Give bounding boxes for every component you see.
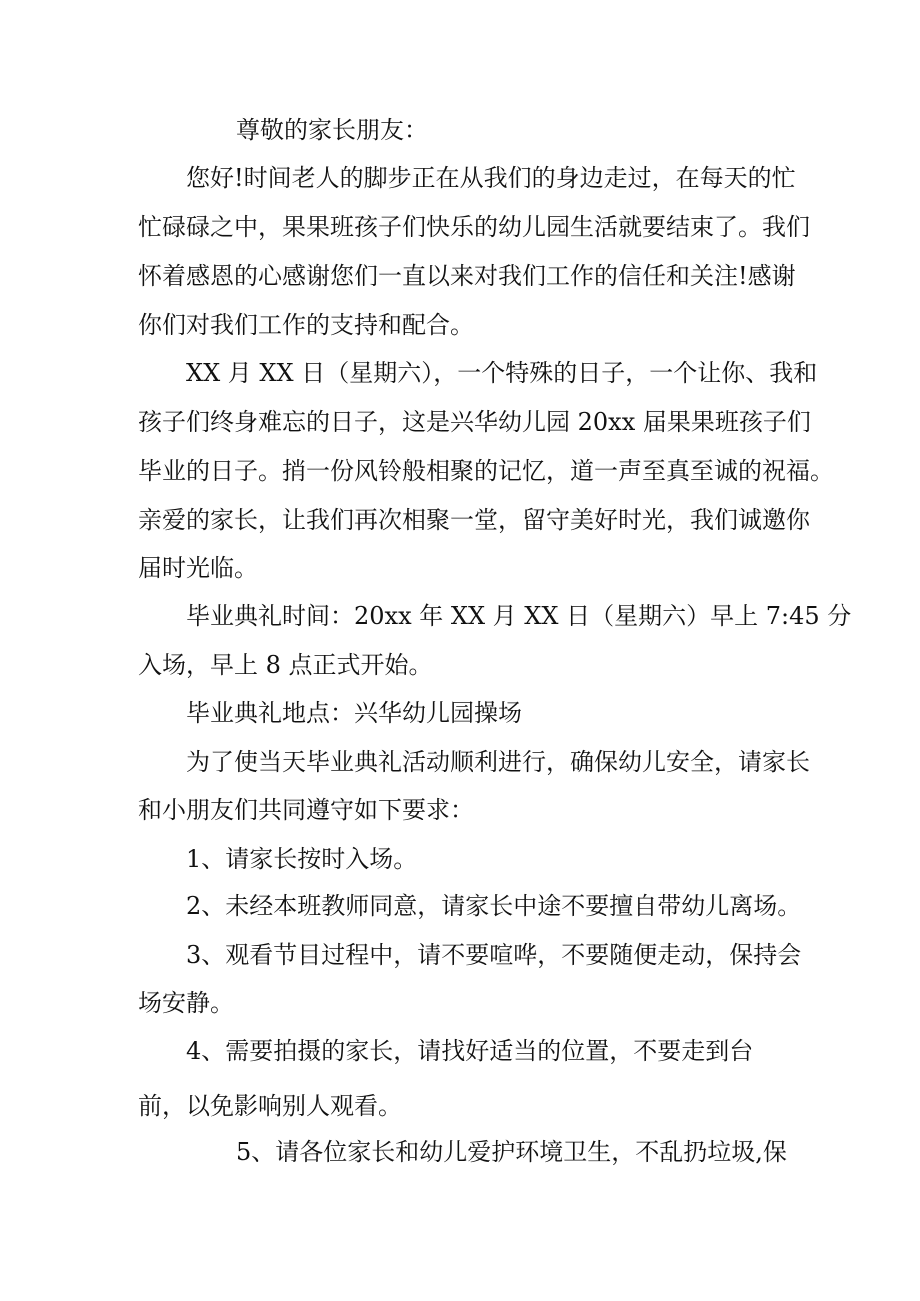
paragraph-greeting-line-4: 你们对我们工作的支持和配合。 [138, 311, 474, 339]
requirement-item-2: 2、未经本班教师同意，请家长中途不要擅自带幼儿离场。 [186, 892, 802, 920]
paragraph-date-line-5: 届时光临。 [138, 554, 258, 582]
paragraph-greeting-line-2: 忙碌碌之中，果果班孩子们快乐的幼儿园生活就要结束了。我们 [138, 213, 810, 241]
requirement-item-5: 5、请各位家长和幼儿爱护环境卫生，不乱扔垃圾,保 [236, 1138, 787, 1166]
requirement-item-3-line-2: 场安静。 [138, 989, 234, 1017]
requirements-intro-line-1: 为了使当天毕业典礼活动顺利进行，确保幼儿安全，请家长 [186, 748, 810, 776]
paragraph-date-line-2: 孩子们终身难忘的日子，这是兴华幼儿园 20xx 届果果班孩子们 [138, 408, 811, 436]
paragraph-date-line-3: 毕业的日子。捎一份风铃般相聚的记忆，道一声至真至诚的祝福。 [138, 457, 834, 485]
requirements-intro-line-2: 和小朋友们共同遵守如下要求： [138, 796, 474, 824]
ceremony-time-line-2: 入场，早上 8 点正式开始。 [138, 651, 433, 679]
salutation: 尊敬的家长朋友： [236, 116, 428, 144]
requirement-item-4-line-2: 前，以免影响别人观看。 [138, 1092, 402, 1120]
requirement-item-4-line-1: 4、需要拍摄的家长，请找好适当的位置，不要走到台 [186, 1037, 754, 1065]
paragraph-date-line-1: XX 月 XX 日（星期六），一个特殊的日子，一个让你、我和 [186, 359, 818, 387]
paragraph-greeting-line-3: 怀着感恩的心感谢您们一直以来对我们工作的信任和关注!感谢 [138, 262, 796, 290]
ceremony-time-line-1: 毕业典礼时间：20xx 年 XX 月 XX 日（星期六）早上 7:45 分 [186, 602, 852, 630]
ceremony-location: 毕业典礼地点：兴华幼儿园操场 [186, 699, 522, 727]
requirement-item-1: 1、请家长按时入场。 [186, 845, 418, 873]
requirement-item-3-line-1: 3、观看节目过程中，请不要喧哗，不要随便走动，保持会 [186, 941, 802, 969]
paragraph-greeting-line-1: 您好!时间老人的脚步正在从我们的身边走过，在每天的忙 [186, 164, 796, 192]
paragraph-date-line-4: 亲爱的家长，让我们再次相聚一堂，留守美好时光，我们诚邀你 [138, 506, 810, 534]
